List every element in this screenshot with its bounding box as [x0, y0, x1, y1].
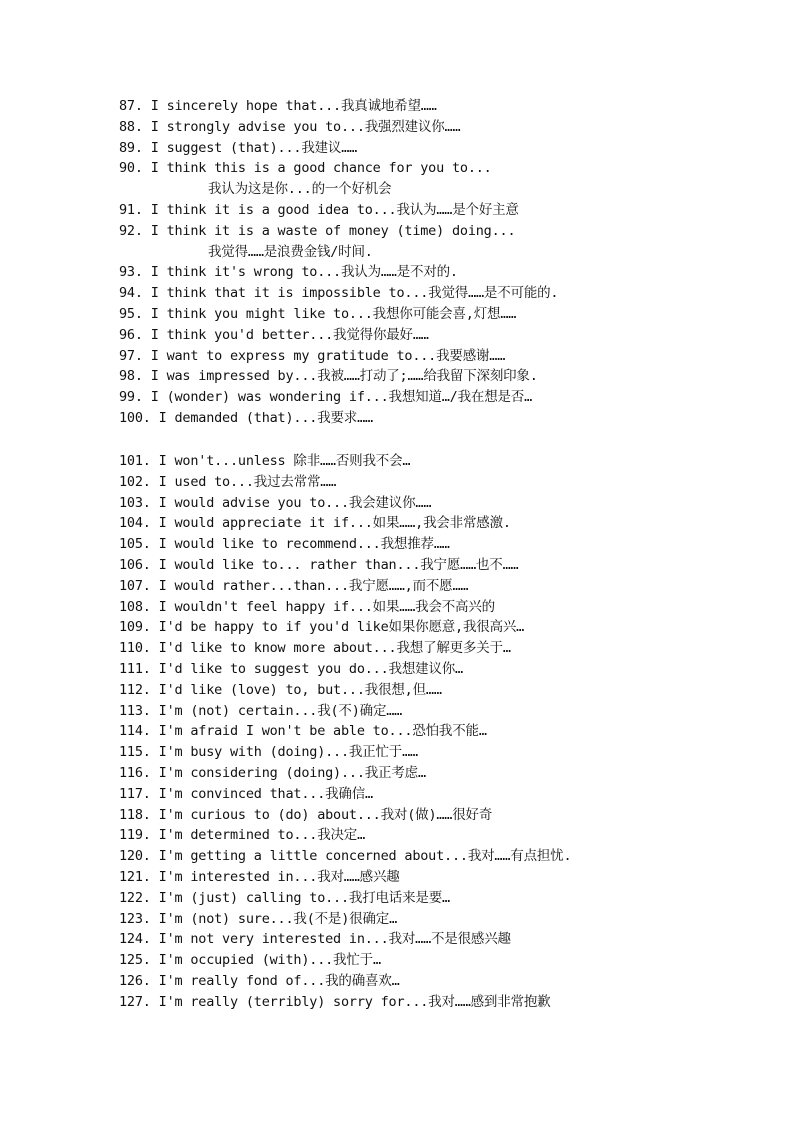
phrase-line: 93. I think it's wrong to...我认为……是不对的. [119, 264, 458, 281]
phrase-line: 126. I'm really fond of...我的确喜欢… [119, 972, 400, 989]
phrase-line: 94. I think that it is impossible to...我觉得……是不可能的. [119, 285, 559, 302]
phrase-line: 107. I would rather...than...我宁愿……,而不愿…… [119, 577, 469, 594]
phrase-list-87-100 [119, 96, 759, 429]
phrase-line: 112. I'd like (love) to, but...我很想,但…… [119, 681, 442, 698]
phrase-line: 89. I suggest (that)...我建议…… [119, 139, 358, 156]
phrase-line: 116. I'm considering (doing)...我正考虑… [119, 764, 426, 781]
phrase-line: 124. I'm not very interested in...我对……不是很感兴趣 [119, 931, 511, 948]
phrase-line: 91. I think it is a good idea to...我认为……是个好主意 [119, 201, 519, 218]
phrase-line: 96. I think you'd better...我觉得你最好…… [119, 326, 429, 343]
phrase-line: 121. I'm interested in...我对……感兴趣 [119, 868, 400, 885]
phrase-line: 110. I'd like to know more about...我想了解更多关于… [119, 640, 511, 657]
phrase-line: 95. I think you might like to...我想你可能会喜,灯想…… [119, 305, 517, 322]
phrase-line: 92. I think it is a waste of money (time) doing... [119, 222, 516, 239]
phrase-line: 120. I'm getting a little concerned about...我对……有点担忧. [119, 848, 572, 865]
phrase-line: 105. I would like to recommend...我想推荐…… [119, 536, 450, 553]
phrase-list-101-127 [119, 451, 759, 1013]
phrase-translation-line: 我认为这是你...的一个好机会 [208, 181, 392, 198]
phrase-line: 103. I would advise you to...我会建议你…… [119, 494, 432, 511]
phrase-line: 113. I'm (not) certain...我(不)确定…… [119, 702, 403, 719]
phrase-line: 127. I'm really (terribly) sorry for...我对……感到非常抱歉 [119, 993, 551, 1010]
phrase-line: 108. I wouldn't feel happy if...如果……我会不高兴的 [119, 598, 495, 615]
phrase-line: 99. I (wonder) was wondering if...我想知道…/我在想是否… [119, 389, 533, 406]
phrase-line: 106. I would like to... rather than...我宁愿……也不…… [119, 556, 519, 573]
phrase-line: 109. I'd be happy to if you'd like如果你愿意,我很高兴… [119, 619, 525, 636]
phrase-line: 102. I used to...我过去常常…… [119, 473, 337, 490]
phrase-line: 114. I'm afraid I won't be able to...恐怕我不能… [119, 723, 487, 740]
phrase-line: 104. I would appreciate it if...如果……,我会非常感激. [119, 515, 511, 532]
phrase-line: 123. I'm (not) sure...我(不是)很确定… [119, 910, 397, 927]
phrase-line: 122. I'm (just) calling to...我打电话来是要… [119, 889, 450, 906]
phrase-line: 117. I'm convinced that...我确信… [119, 785, 373, 802]
phrase-line: 100. I demanded (that)...我要求…… [119, 409, 373, 426]
phrase-line: 118. I'm curious to (do) about...我对(做)……很好奇 [119, 806, 493, 823]
phrase-line: 98. I was impressed by...我被……打动了;……给我留下深刻印象. [119, 368, 538, 385]
phrase-translation-line: 我觉得……是浪费金钱/时间. [208, 243, 373, 260]
phrase-line: 88. I strongly advise you to...我强烈建议你…… [119, 118, 461, 135]
phrase-line: 111. I'd like to suggest you do...我想建议你… [119, 660, 463, 677]
phrase-line: 90. I think this is a good chance for you to... [119, 160, 492, 177]
phrase-line: 119. I'm determined to...我决定… [119, 827, 366, 844]
phrase-line: 115. I'm busy with (doing)...我正忙于…… [119, 744, 418, 761]
phrase-line: 125. I'm occupied (with)...我忙于… [119, 952, 381, 969]
phrase-line: 87. I sincerely hope that...我真诚地希望…… [119, 98, 437, 114]
phrase-line: 97. I want to express my gratitude to...我要感谢…… [119, 347, 506, 364]
phrase-line: 101. I won't...unless 除非……否则我不会… [119, 453, 411, 469]
